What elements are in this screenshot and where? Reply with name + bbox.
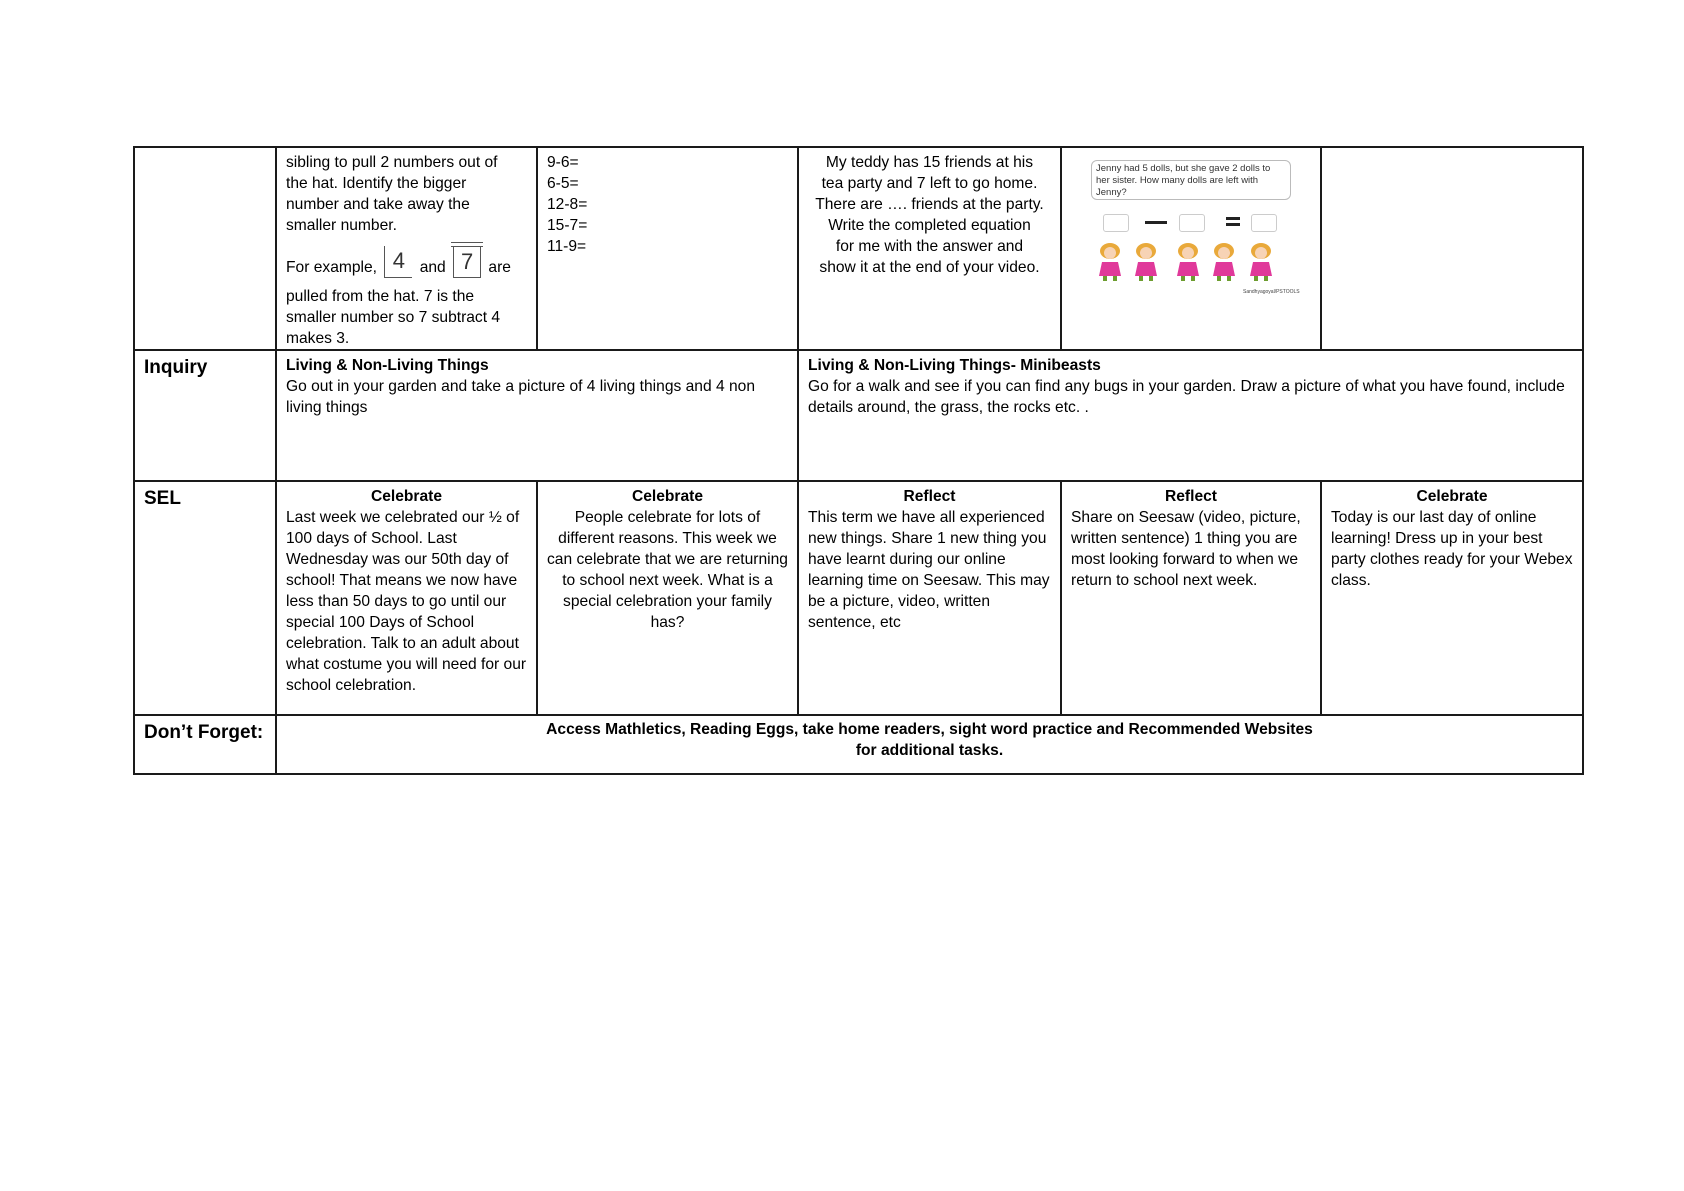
sel-heading: Celebrate bbox=[1416, 488, 1488, 505]
minus-sign-icon bbox=[1145, 221, 1167, 224]
maths-friday-cell bbox=[1321, 147, 1583, 350]
reminder-row-label: Don’t Forget: bbox=[134, 715, 276, 774]
sel-friday-cell bbox=[1321, 481, 1583, 715]
sel-text: Today is our last day of online learning! Dress up in your best party clothes ready for your Webex class. bbox=[1331, 509, 1573, 589]
equation: 6-5= bbox=[547, 175, 579, 192]
sel-thursday-cell bbox=[1061, 481, 1321, 715]
example-prefix: For example, bbox=[286, 259, 377, 277]
maths-wednesday-cell bbox=[798, 147, 1061, 350]
text-line: for me with the answer and bbox=[835, 238, 1024, 255]
sel-wednesday-cell bbox=[798, 481, 1061, 715]
maths-row-label-cell bbox=[134, 147, 276, 350]
equation: 15-7= bbox=[547, 217, 588, 234]
doll-icon bbox=[1131, 242, 1161, 282]
inquiry-right-heading: Living & Non-Living Things- Minibeasts bbox=[808, 357, 1101, 374]
sel-text: Last week we celebrated our ½ of 100 days of School. Last Wednesday was our 50th day of school! That means we now have less than 50 days to go until our special 100 Days of School celebration. Talk to an adult about what costume you will need for our school celebration. bbox=[286, 509, 527, 694]
reminder-cell bbox=[276, 715, 1583, 774]
inquiry-right-cell bbox=[798, 350, 1583, 481]
word-problem-image bbox=[1091, 160, 1301, 295]
text-line: number and take away the bbox=[286, 196, 470, 213]
maths-monday-cell bbox=[276, 147, 537, 350]
text-line: smaller number. bbox=[286, 217, 397, 234]
sel-tuesday-cell bbox=[537, 481, 798, 715]
sel-text: People celebrate for lots of different reasons. This week we can celebrate that we are returning to school next week. What is a special celebration your family has? bbox=[547, 509, 788, 631]
equals-sign-icon bbox=[1226, 223, 1240, 226]
doll-icon bbox=[1173, 242, 1203, 282]
number-card-icon bbox=[384, 244, 412, 280]
number-card-value: 7 bbox=[453, 246, 481, 278]
inquiry-row-label: Inquiry bbox=[134, 350, 276, 481]
number-card-icon bbox=[453, 244, 481, 280]
text-line: smaller number so 7 subtract 4 bbox=[286, 309, 501, 326]
sel-heading: Celebrate bbox=[631, 488, 704, 505]
text-line: pulled from the hat. 7 is the bbox=[286, 288, 475, 305]
inquiry-left-heading: Living & Non-Living Things bbox=[286, 357, 489, 374]
sel-heading: Reflect bbox=[903, 488, 956, 505]
maths-row bbox=[134, 147, 1583, 350]
number-card-value: 4 bbox=[384, 246, 412, 278]
reminder-line: for additional tasks. bbox=[855, 742, 1004, 759]
equals-sign-icon bbox=[1226, 217, 1240, 220]
inquiry-left-text: Go out in your garden and take a picture of 4 living things and 4 non living things bbox=[286, 378, 755, 416]
text-line: My teddy has 15 friends at his bbox=[825, 154, 1034, 171]
sel-text: Share on Seesaw (video, picture, written sentence) 1 thing you are most looking forward to when we return to school next week. bbox=[1071, 509, 1301, 589]
equation: 12-8= bbox=[547, 196, 588, 213]
inquiry-right-text: Go for a walk and see if you can find any bugs in your garden. Draw a picture of what you have found, include details around, the grass, the rocks etc. . bbox=[808, 378, 1565, 416]
reminder-line: Access Mathletics, Reading Eggs, take home readers, sight word practice and Recommended Websites bbox=[546, 721, 1313, 738]
equation: 11-9= bbox=[547, 238, 587, 255]
weekly-learning-plan-table bbox=[133, 146, 1584, 775]
answer-box-icon bbox=[1179, 214, 1205, 232]
reminder-row bbox=[134, 715, 1583, 774]
text-line: the hat. Identify the bigger bbox=[286, 175, 467, 192]
example-line bbox=[286, 250, 527, 286]
text-line: makes 3. bbox=[286, 330, 350, 347]
text-line: Write the completed equation bbox=[828, 217, 1031, 234]
inquiry-row bbox=[134, 350, 1583, 481]
doll-icon bbox=[1246, 242, 1276, 282]
text-line: show it at the end of your video. bbox=[819, 259, 1040, 276]
doll-icon bbox=[1209, 242, 1239, 282]
example-are: are bbox=[488, 259, 511, 277]
text-line: sibling to pull 2 numbers out of bbox=[286, 154, 498, 171]
sel-heading: Celebrate bbox=[370, 488, 443, 505]
sel-monday-cell bbox=[276, 481, 537, 715]
sel-row bbox=[134, 481, 1583, 715]
text-line: tea party and 7 left to go home. bbox=[821, 175, 1038, 192]
example-and: and bbox=[419, 259, 446, 277]
word-problem-text: Jenny had 5 dolls, but she gave 2 dolls to her sister. How many dolls are left with Jenny? bbox=[1091, 160, 1291, 200]
answer-box-icon bbox=[1103, 214, 1129, 232]
maths-thursday-cell bbox=[1061, 147, 1321, 350]
inquiry-left-cell bbox=[276, 350, 798, 481]
sel-heading: Reflect bbox=[1165, 488, 1217, 505]
sel-text: This term we have all experienced new things. Share 1 new thing you have learnt during our online learning time on Seesaw. This may be a picture, video, written sentence, etc bbox=[808, 509, 1050, 631]
maths-tuesday-cell bbox=[537, 147, 798, 350]
image-credit: Sandhyagoyal/PSTOOLS bbox=[1243, 289, 1300, 295]
sel-row-label: SEL bbox=[134, 481, 276, 715]
text-line: There are …. friends at the party. bbox=[815, 196, 1044, 213]
equation: 9-6= bbox=[547, 154, 579, 171]
doll-icon bbox=[1095, 242, 1125, 282]
answer-box-icon bbox=[1251, 214, 1277, 232]
